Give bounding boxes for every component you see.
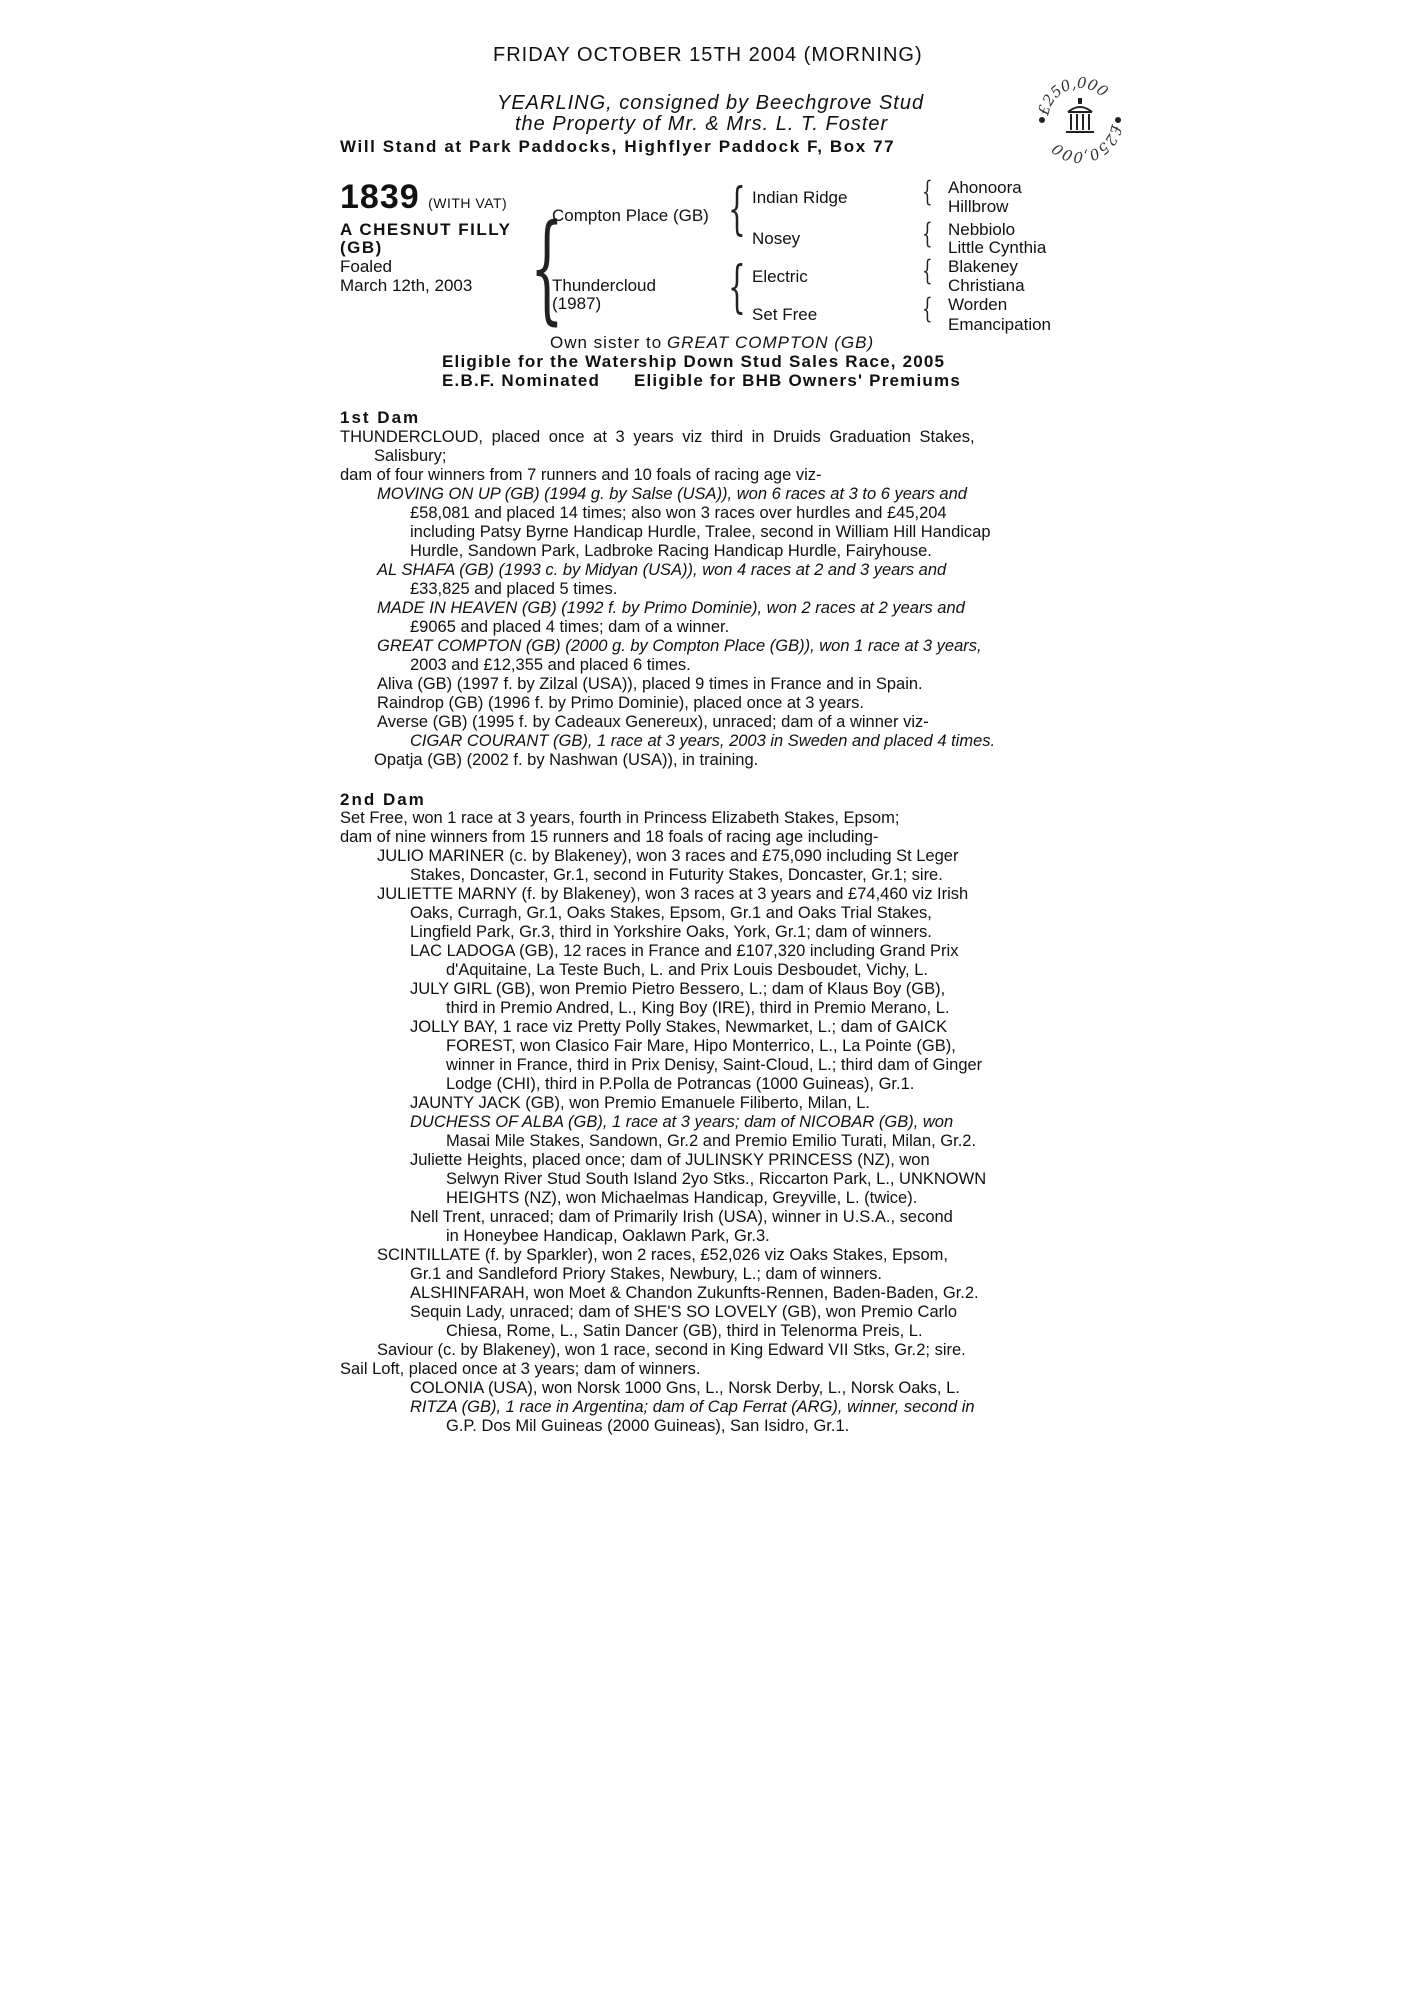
- vat-label: (WITH VAT): [428, 195, 508, 211]
- second-dam-line: dam of nine winners from 15 runners and 18 foals of racing age including-: [340, 828, 879, 846]
- second-dam-line: JULIETTE MARNY (f. by Blakeney), won 3 races at 3 years and £74,460 viz Irish: [377, 885, 969, 903]
- dam-dam: Set Free: [752, 305, 818, 324]
- pedigree-brace: {: [922, 292, 933, 325]
- grandparent-4: Little Cynthia: [948, 238, 1047, 257]
- first-dam-line: £33,825 and placed 5 times.: [410, 580, 618, 598]
- first-dam-line: AL SHAFA (GB) (1993 c. by Midyan (USA)), won 4 races at 2 and 3 years and: [377, 561, 947, 579]
- second-dam-line: RITZA (GB), 1 race in Argentina; dam of Cap Ferrat (ARG), winner, second in: [410, 1398, 975, 1416]
- grandparent-1: Ahonoora: [948, 178, 1022, 197]
- second-dam-line: Nell Trent, unraced; dam of Primarily Irish (USA), winner in U.S.A., second: [410, 1208, 953, 1226]
- pedigree-brace: {: [728, 177, 746, 242]
- own-sister-note: [550, 333, 874, 353]
- second-dam-line: Juliette Heights, placed once; dam of JULINSKY PRINCESS (NZ), won: [410, 1151, 930, 1169]
- second-dam-line: d'Aquitaine, La Teste Buch, L. and Prix Louis Desboudet, Vichy, L.: [446, 961, 928, 979]
- first-dam-line: 2003 and £12,355 and placed 6 times.: [410, 656, 691, 674]
- dam: Thundercloud: [552, 276, 656, 295]
- second-dam-line: HEIGHTS (NZ), won Michaelmas Handicap, Greyville, L. (twice).: [446, 1189, 918, 1207]
- first-dam-line: £9065 and placed 4 times; dam of a winner.: [410, 618, 730, 636]
- second-dam-line: Selwyn River Stud South Island 2yo Stks., Riccarton Park, L., UNKNOWN: [446, 1170, 987, 1188]
- first-dam-line: dam of four winners from 7 runners and 10 foals of racing age viz-: [340, 466, 822, 484]
- price-stamp-logo: [1030, 68, 1130, 168]
- first-dam-heading: 1st Dam: [340, 408, 421, 427]
- sire: Compton Place (GB): [552, 206, 709, 225]
- second-dam-section: [340, 809, 1075, 1439]
- second-dam-line: Chiesa, Rome, L., Satin Dancer (GB), third in Telenorma Preis, L.: [446, 1322, 923, 1340]
- first-dam-line: MADE IN HEAVEN (GB) (1992 f. by Primo Dominie), won 2 races at 2 years and: [377, 599, 965, 617]
- lot-description-country: (GB): [340, 238, 383, 257]
- grandparent-5: Blakeney: [948, 257, 1018, 276]
- second-dam-line: JAUNTY JACK (GB), won Premio Emanuele Filiberto, Milan, L.: [410, 1094, 871, 1112]
- second-dam-line: ALSHINFARAH, won Moet & Chandon Zukunfts-Rennen, Baden-Baden, Gr.2.: [410, 1284, 979, 1302]
- second-dam-line: JULY GIRL (GB), won Premio Pietro Bessero, L.; dam of Klaus Boy (GB),: [410, 980, 946, 998]
- pedigree-brace: {: [922, 175, 933, 208]
- lot-description: A CHESNUT FILLY: [340, 220, 512, 239]
- foaled-label: Foaled: [340, 257, 392, 276]
- first-dam-line: Hurdle, Sandown Park, Ladbroke Racing Handicap Hurdle, Fairyhouse.: [410, 542, 932, 560]
- second-dam-line: winner in France, third in Prix Denisy, Saint-Cloud, L.; third dam of Ginger: [446, 1056, 983, 1074]
- sire-sire: Indian Ridge: [752, 188, 848, 207]
- pedigree-brace: {: [530, 198, 564, 336]
- second-dam-heading: 2nd Dam: [340, 790, 426, 809]
- consignor-line: YEARLING, consigned by Beechgrove Stud: [497, 92, 925, 114]
- lot-block: [340, 178, 507, 217]
- location-line: Will Stand at Park Paddocks, Highflyer Paddock F, Box 77: [340, 137, 896, 156]
- first-dam-line: Raindrop (GB) (1996 f. by Primo Dominie), placed once at 3 years.: [377, 694, 864, 712]
- second-dam-line: Sail Loft, placed once at 3 years; dam of winners.: [340, 1360, 701, 1378]
- second-dam-line: Masai Mile Stakes, Sandown, Gr.2 and Premio Emilio Turati, Milan, Gr.2.: [446, 1132, 977, 1150]
- sale-date: FRIDAY OCTOBER 15TH 2004 (MORNING): [493, 44, 923, 66]
- first-dam-line: £58,081 and placed 14 times; also won 3 races over hurdles and £45,204: [410, 504, 947, 522]
- second-dam-line: Lingfield Park, Gr.3, third in Yorkshire Oaks, York, Gr.1; dam of winners.: [410, 923, 932, 941]
- grandparent-6: Christiana: [948, 276, 1025, 295]
- first-dam-line: Salisbury;: [374, 447, 447, 465]
- second-dam-line: Stakes, Doncaster, Gr.1, second in Futurity Stakes, Doncaster, Gr.1; sire.: [410, 866, 943, 884]
- second-dam-line: Sequin Lady, unraced; dam of SHE'S SO LOVELY (GB), won Premio Carlo: [410, 1303, 957, 1321]
- second-dam-line: Saviour (c. by Blakeney), won 1 race, second in King Edward VII Stks, Gr.2; sire.: [377, 1341, 966, 1359]
- pedigree-brace: {: [922, 217, 933, 250]
- first-dam-line: CIGAR COURANT (GB), 1 race at 3 years, 2003 in Sweden and placed 4 times.: [410, 732, 996, 750]
- eligible-line: Eligible for the Watership Down Stud Sales Race, 2005: [442, 352, 946, 371]
- lot-number: 1839: [340, 178, 420, 216]
- foaled-date: March 12th, 2003: [340, 276, 473, 295]
- first-dam-line: MOVING ON UP (GB) (1994 g. by Salse (USA)), won 6 races at 3 to 6 years and: [377, 485, 967, 503]
- pedigree-brace: {: [728, 255, 746, 320]
- first-dam-line: GREAT COMPTON (GB) (2000 g. by Compton Place (GB)), won 1 race at 3 years,: [377, 637, 982, 655]
- second-dam-line: DUCHESS OF ALBA (GB), 1 race at 3 years; dam of NICOBAR (GB), won: [410, 1113, 954, 1131]
- second-dam-line: third in Premio Andred, L., King Boy (IRE), third in Premio Merano, L.: [446, 999, 950, 1017]
- bhb-premiums: Eligible for BHB Owners' Premiums: [633, 371, 961, 390]
- first-dam-line: Averse (GB) (1995 f. by Cadeaux Genereux), unraced; dam of a winner viz-: [377, 713, 929, 731]
- property-line: the Property of Mr. & Mrs. L. T. Foster: [515, 113, 889, 135]
- second-dam-line: LAC LADOGA (GB), 12 races in France and £107,320 including Grand Prix: [410, 942, 959, 960]
- second-dam-line: JULIO MARINER (c. by Blakeney), won 3 races and £75,090 including St Leger: [377, 847, 959, 865]
- ebf-nominated: E.B.F. Nominated: [442, 371, 601, 390]
- svg-text:£250,000: £250,000: [1048, 122, 1126, 167]
- grandparent-3: Nebbiolo: [948, 220, 1016, 239]
- first-dam-section: [340, 428, 1075, 773]
- ebf-line: [442, 371, 961, 391]
- own-sister-name: GREAT COMPTON (GB): [666, 333, 875, 352]
- second-dam-line: Gr.1 and Sandleford Priory Stakes, Newbury, L.; dam of winners.: [410, 1265, 882, 1283]
- first-dam-line: including Patsy Byrne Handicap Hurdle, Tralee, second in William Hill Handicap: [410, 523, 991, 541]
- second-dam-line: in Honeybee Handicap, Oaklawn Park, Gr.3.: [446, 1227, 770, 1245]
- grandparent-7: Worden: [948, 295, 1008, 314]
- first-dam-line: Opatja (GB) (2002 f. by Nashwan (USA)), in training.: [374, 751, 759, 769]
- second-dam-line: Lodge (CHI), third in P.Polla de Potrancas (1000 Guineas), Gr.1.: [446, 1075, 915, 1093]
- second-dam-line: JOLLY BAY, 1 race viz Pretty Polly Stakes, Newmarket, L.; dam of GAICK: [410, 1018, 948, 1036]
- dam-year: (1987): [552, 294, 602, 313]
- pedigree-brace: {: [922, 254, 933, 287]
- grandparent-2: Hillbrow: [948, 197, 1009, 216]
- second-dam-line: Set Free, won 1 race at 3 years, fourth in Princess Elizabeth Stakes, Epsom;: [340, 809, 900, 827]
- second-dam-line: Oaks, Curragh, Gr.1, Oaks Stakes, Epsom, Gr.1 and Oaks Trial Stakes,: [410, 904, 932, 922]
- second-dam-line: SCINTILLATE (f. by Sparkler), won 2 races, £52,026 viz Oaks Stakes, Epsom,: [377, 1246, 948, 1264]
- svg-text:£250,000: £250,000: [1034, 73, 1112, 118]
- second-dam-line: G.P. Dos Mil Guineas (2000 Guineas), San Isidro, Gr.1.: [446, 1417, 850, 1435]
- second-dam-line: FOREST, won Clasico Fair Mare, Hipo Monterrico, L., La Pointe (GB),: [446, 1037, 956, 1055]
- sire-dam: Nosey: [752, 229, 801, 248]
- first-dam-line: Aliva (GB) (1997 f. by Zilzal (USA)), placed 9 times in France and in Spain.: [377, 675, 923, 693]
- own-sister-prefix: Own sister to: [550, 333, 663, 352]
- dam-sire: Electric: [752, 267, 808, 286]
- grandparent-8: Emancipation: [948, 315, 1052, 334]
- second-dam-line: COLONIA (USA), won Norsk 1000 Gns, L., Norsk Derby, L., Norsk Oaks, L.: [410, 1379, 960, 1397]
- first-dam-line: THUNDERCLOUD, placed once at 3 years viz third in Druids Graduation Stakes,: [340, 428, 975, 446]
